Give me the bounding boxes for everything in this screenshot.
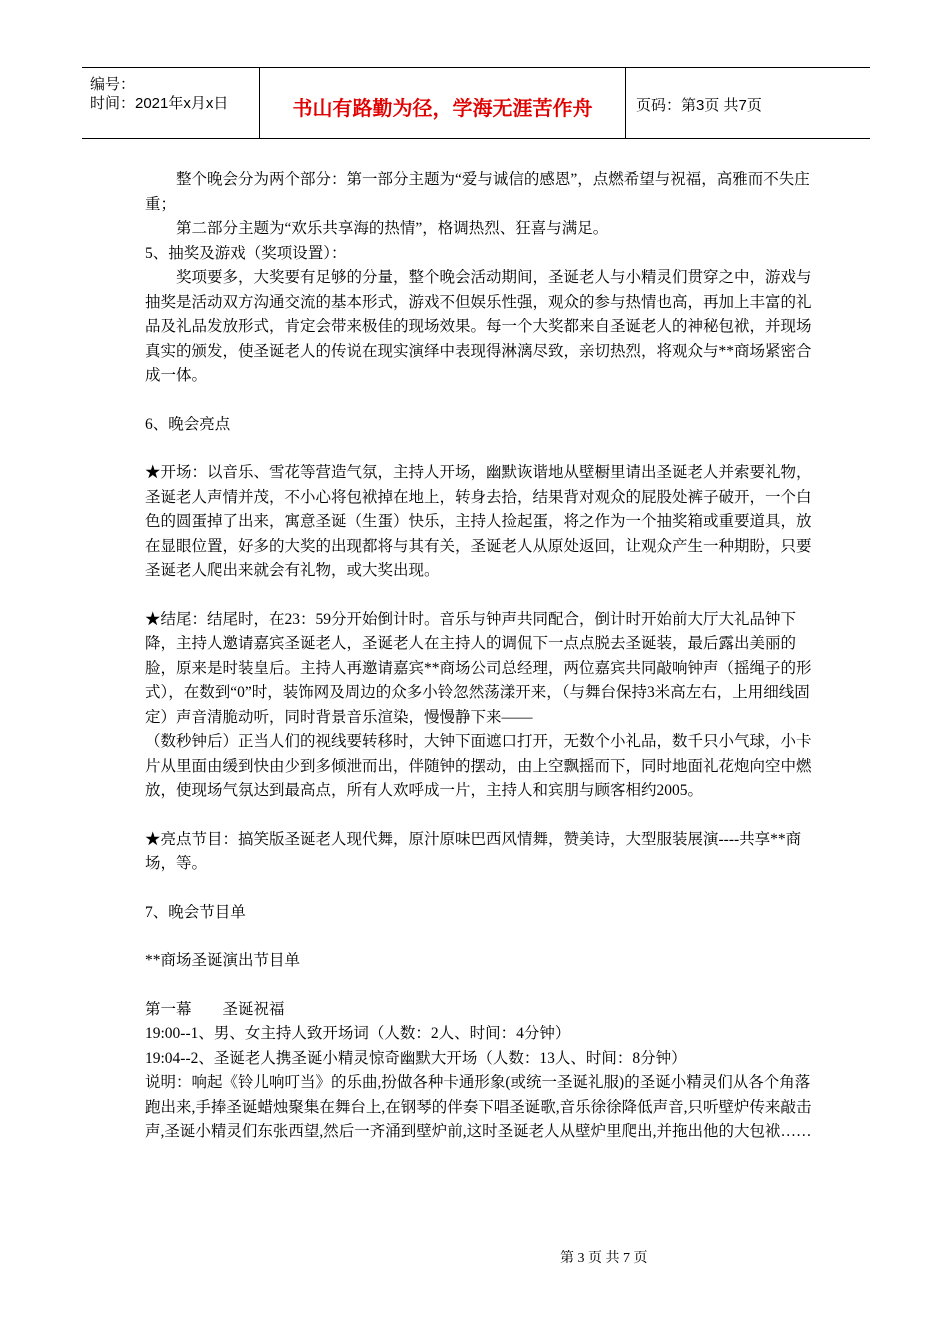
header-page-cell <box>626 68 870 138</box>
page-footer: 第 3 页 共 7 页 <box>560 1251 648 1266</box>
page-header <box>82 67 870 139</box>
program-item: 19:04--2、圣诞老人携圣诞小精灵惊奇幽默大开场（人数：13人、时间：8分钟） <box>145 1049 687 1067</box>
header-page-number: 页码：第3页 共7页 <box>636 97 762 114</box>
paragraph: 奖项要多，大奖要有足够的分量，整个晚会活动期间，圣诞老人与小精灵们贯穿之中，游戏与抽奖是活动双方沟通交流的基本形式，游戏不但娱乐性强，观众的参与热情也高，再加上丰富的礼品及礼品发放形式，肯定会带来极佳的现场效果。每一个大奖都来自圣诞老人的神秘包袱，并现场真实的颁发，使圣诞老人的传说在现实演绎中表现得淋漓尽致，亲切热烈，将观众与**商场紧密合成一体。 <box>145 269 812 384</box>
program-item: 19:00--1、男、女主持人致开场词（人数：2人、时间：4分钟） <box>145 1025 571 1042</box>
header-motto-cell <box>260 68 626 138</box>
paragraph: 第二部分主题为“欢乐共享海的热情”，格调热烈、狂喜与满足。 <box>176 220 609 237</box>
section-heading: 5、抽奖及游戏（奖项设置）： <box>145 244 347 262</box>
header-motto: 书山有路勤为径，学海无涯苦作舟 <box>292 98 593 120</box>
paragraph: 整个晚会分为两个部分：第一部分主题为“爱与诚信的感恩”，点燃希望与祝福，高雅而不失庄重； <box>145 171 810 213</box>
header-info-cell <box>82 68 260 138</box>
section-heading: 7、晚会节目单 <box>145 903 246 921</box>
paragraph: ★亮点节目：搞笑版圣诞老人现代舞，原汁原味巴西风情舞，赞美诗，大型服装展演----共享**商场，等。 <box>145 830 802 872</box>
document-body <box>145 168 815 1145</box>
document-date: 时间：2021年x月x日 <box>90 95 229 112</box>
document-number: 编号： <box>90 76 136 93</box>
paragraph: 说明：响起《铃儿响叮当》的乐曲,扮做各种卡通形象(或统一圣诞礼服)的圣诞小精灵们从各个角落跑出来,手捧圣诞蜡烛聚集在舞台上,在钢琴的伴奏下唱圣诞歌,音乐徐徐降低声音,只听壁炉传来敲击声,圣诞小精灵们东张西望,然后一齐涌到壁炉前,这时圣诞老人从壁炉里爬出,并拖出他的大包袱…… <box>145 1074 812 1140</box>
program-title: **商场圣诞演出节目单 <box>145 952 301 969</box>
paragraph: ★开场：以音乐、雪花等营造气氛，主持人开场，幽默诙谐地从壁橱里请出圣诞老人并索要礼物，圣诞老人声情并茂，不小心将包袱掉在地上，转身去拾，结果背对观众的屁股处裤子破开，一个白色的圆蛋掉了出来，寓意圣诞（生蛋）快乐，主持人捡起蛋，将之作为一个抽奖箱或重要道具，放在显眼位置，好多的大奖的出现都将与其有关，圣诞老人从原处返回，让观众产生一种期盼，只要圣诞老人爬出来就会有礼物，或大奖出现。 <box>145 464 812 579</box>
paragraph: ★结尾：结尾时，在23：59分开始倒计时。音乐与钟声共同配合，倒计时开始前大厅大礼品钟下降，主持人邀请嘉宾圣诞老人，圣诞老人在主持人的调侃下一点点脱去圣诞装，最后露出美丽的脸，原来是时装皇后。主持人再邀请嘉宾**商场公司总经理，两位嘉宾共同敲响钟声（摇绳子的形式），在数到“0”时，装饰网及周边的众多小铃忽然荡漾开来，（与舞台保持3米高左右，上用细线固定）声音清脆动听，同时背景音乐渲染，慢慢静下来—— <box>145 610 812 726</box>
act-heading: 第一幕 圣诞祝福 <box>145 1000 285 1018</box>
paragraph: （数秒钟后）正当人们的视线要转移时，大钟下面遮口打开，无数个小礼品，数千只小气球，小卡片从里面由缓到快由少到多倾泄而出，伴随钟的摆动，由上空飘摇而下，同时地面礼花炮向空中燃放，使现场气氛达到最高点，所有人欢呼成一片，主持人和宾朋与顾客相约2005。 <box>145 733 812 799</box>
section-heading: 6、晚会亮点 <box>145 415 231 433</box>
